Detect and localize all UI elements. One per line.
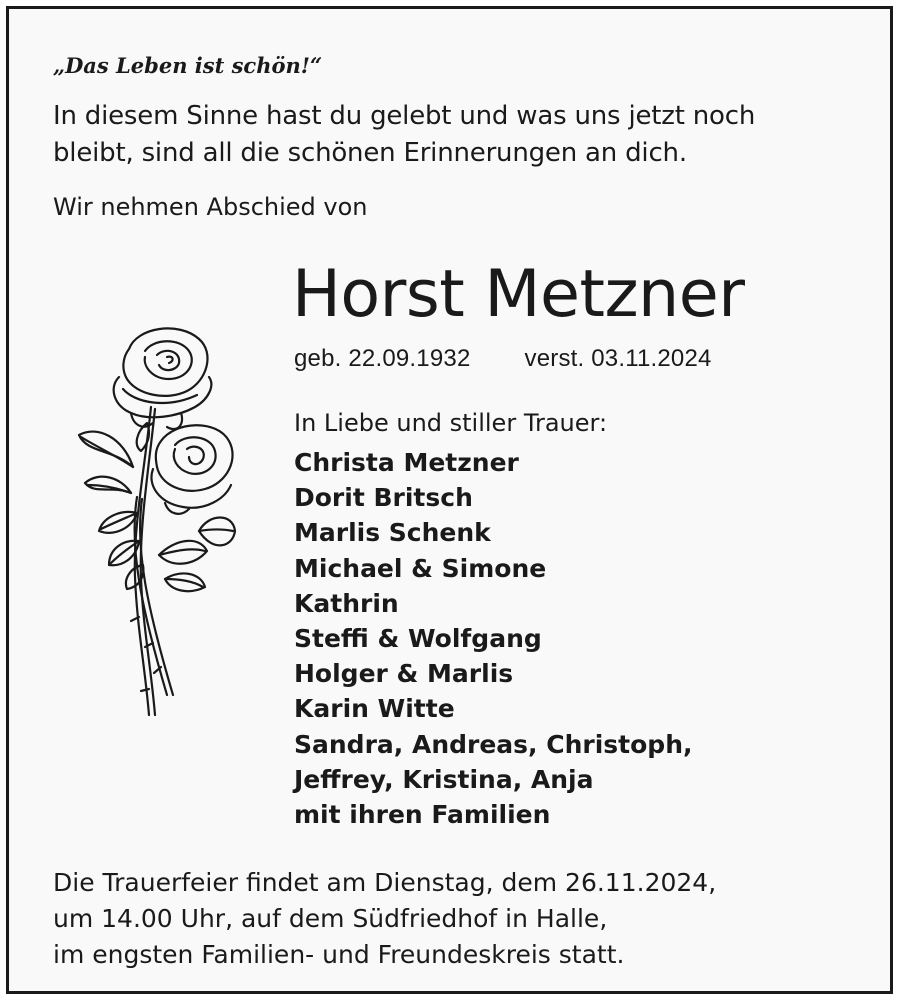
deceased-name: Horst Metzner: [292, 257, 745, 332]
mourner-name: Holger & Marlis: [294, 659, 514, 689]
mourners-list: [294, 445, 693, 832]
service-line: um 14.00 Uhr, auf dem Südfriedhof in Halle,: [53, 904, 608, 933]
mourner-name: Steffi & Wolfgang: [294, 624, 542, 654]
birth-date: geb. 22.09.1932: [294, 345, 471, 372]
intro-line: In diesem Sinne hast du gelebt und was uns jetzt noch: [53, 101, 756, 131]
mourner-name: Sandra, Andreas, Christoph,: [294, 729, 693, 759]
obituary-notice: [6, 6, 893, 994]
mourner-name: Christa Metzner: [294, 448, 519, 477]
farewell-text: Wir nehmen Abschied von: [53, 193, 368, 221]
mourner-name: Jeffrey, Kristina, Anja: [294, 764, 594, 794]
service-line: im engsten Familien- und Freundeskreis statt.: [53, 940, 625, 969]
rose-icon: [49, 317, 239, 722]
intro-line: bleibt, sind all die schönen Erinnerungen an dich.: [53, 138, 687, 168]
death-date: verst. 03.11.2024: [524, 345, 712, 372]
mourner-name: Marlis Schenk: [294, 518, 491, 548]
funeral-service-info: [53, 865, 716, 973]
motto-quote: „Das Leben ist schön!“: [53, 53, 323, 78]
mourner-name: Dorit Britsch: [294, 483, 473, 513]
mourner-name: mit ihren Familien: [294, 800, 551, 830]
life-dates: [294, 345, 712, 373]
mourner-name: Karin Witte: [294, 694, 455, 724]
intro-text: [53, 98, 833, 172]
mourner-name: Kathrin: [294, 588, 399, 618]
service-line: Die Trauerfeier findet am Dienstag, dem 26.11.2024,: [53, 868, 717, 897]
mourners-heading: In Liebe und stiller Trauer:: [294, 409, 608, 437]
mourner-name: Michael & Simone: [294, 553, 547, 583]
